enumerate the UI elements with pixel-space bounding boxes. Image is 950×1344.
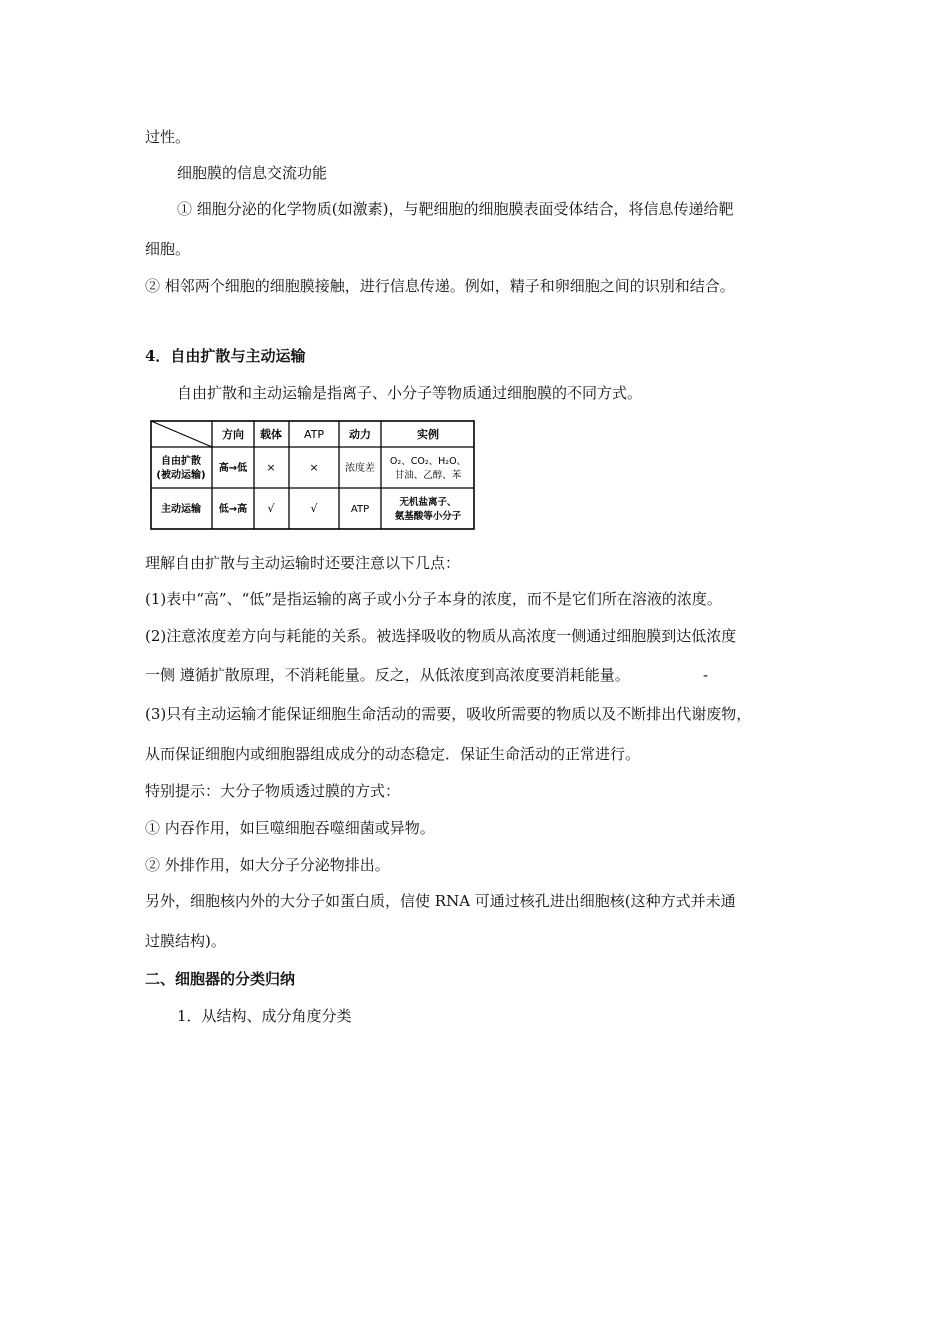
text-line: 一侧 遵循扩散原理，不消耗能量。反之，从低浓度到高浓度要消耗能量。 (145, 666, 630, 684)
text-line: 1．从结构、成分角度分类 (177, 1007, 352, 1025)
text-line: 从而保证细胞内或细胞器组成成分的动态稳定．保证生命活动的正常进行。 (145, 745, 641, 763)
cell-atp: × (309, 461, 319, 474)
row-label-free-diffusion: 自由扩散 (161, 456, 201, 467)
text-line: 自由扩散和主动运输是指离子、小分子等物质通过细胞膜的不同方式。 (177, 384, 643, 402)
text-line: (1)表中“高”、“低”是指运输的离子或小分子本身的浓度，而不是它们所在溶液的浓度。 (145, 590, 722, 608)
header-carrier: 载体 (260, 428, 282, 441)
cell-carrier: × (266, 461, 276, 474)
cell-atp: √ (310, 502, 318, 515)
stray-dash: - (703, 666, 709, 684)
text-line: 过性。 (145, 128, 191, 146)
section-heading: 二、细胞器的分类归纳 (145, 970, 296, 988)
section-heading: 4．自由扩散与主动运输 (145, 347, 306, 365)
header-example: 实例 (417, 428, 439, 441)
cell-example-line: 甘油、乙醇、苯 (394, 470, 462, 481)
header-direction: 方向 (222, 428, 244, 441)
text-line: ① 细胞分泌的化学物质(如激素)，与靶细胞的细胞膜表面受体结合，将信息传递给靶 (177, 200, 734, 218)
header-atp: ATP (303, 428, 325, 441)
cell-direction: 高→低 (218, 463, 248, 474)
text-line: 细胞。 (145, 240, 191, 258)
cell-direction: 低→高 (218, 504, 248, 515)
text-line: (2)注意浓度差方向与耗能的关系。被选择吸收的物质从高浓度一侧通过细胞膜到达低浓度 (145, 627, 737, 645)
text-line: (3)只有主动运输才能保证细胞生命活动的需要，吸收所需要的物质以及不断排出代谢废物， (145, 705, 752, 723)
text-line: 理解自由扩散与主动运输时还要注意以下几点： (145, 554, 461, 572)
text-line: 特别提示：大分子物质透过膜的方式： (145, 782, 401, 800)
diagonal-header-line (151, 421, 212, 447)
row-label-passive-transport: (被动运输) (156, 470, 206, 481)
cell-driving-force: 浓度差 (345, 463, 375, 474)
text-line: 细胞膜的信息交流功能 (177, 164, 328, 182)
text-line: ① 内吞作用，如巨噬细胞吞噬细菌或异物。 (145, 819, 435, 837)
text-line: ② 外排作用，如大分子分泌物排出。 (145, 856, 390, 874)
text-line: 另外，细胞核内外的大分子如蛋白质，信使 RNA 可通过核孔进出细胞核(这种方式并未通 (145, 892, 736, 910)
header-driving-force: 动力 (349, 428, 371, 441)
cell-example-line: O₂、CO₂、H₂O、 (389, 456, 467, 467)
cell-example-line: 无机盐离子、 (399, 497, 457, 508)
row-label-active-transport: 主动运输 (161, 504, 201, 515)
cell-example-line: 氨基酸等小分子 (394, 511, 462, 522)
transport-comparison-table (150, 420, 475, 530)
cell-carrier: √ (267, 502, 275, 515)
text-line: 过膜结构)。 (145, 932, 226, 950)
cell-driving-force: ATP (350, 504, 370, 515)
text-line: ② 相邻两个细胞的细胞膜接触，进行信息传递。例如，精子和卵细胞之间的识别和结合。 (145, 277, 735, 295)
